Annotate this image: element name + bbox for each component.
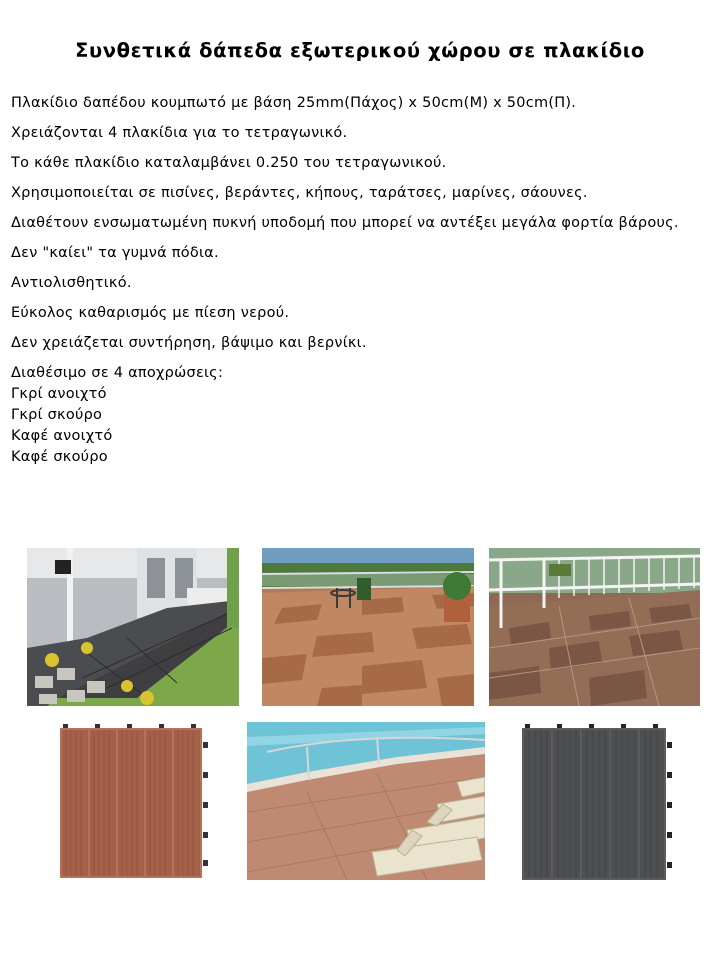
paragraph-heat: Δεν "καίει" τα γυμνά πόδια. <box>11 245 219 261</box>
colors-heading: Διαθέσιμο σε 4 αποχρώσεις: <box>11 365 224 381</box>
color-light-grey: Γκρί ανοιχτό <box>11 386 107 402</box>
paragraph-structure: Διαθέτουν ενσωματωμένη πυκνή υποδομή που μπορεί να αντέξει μεγάλα φορτία βάρους. <box>11 215 679 231</box>
color-dark-brown: Καφέ σκούρο <box>11 449 108 465</box>
paragraph-dimensions: Πλακίδιο δαπέδου κουμπωτό με βάση 25mm(Πάχος) x 50cm(M) x 50cm(Π). <box>11 95 577 111</box>
paragraph-tiles-per-sqm: Χρειάζονται 4 πλακίδια για το τετραγωνικό. <box>11 125 348 141</box>
color-light-brown: Καφέ ανοιχτό <box>11 428 113 444</box>
photo-grey-tile-product <box>519 722 675 884</box>
paragraph-uses: Χρησιμοποιείται σε πισίνες, βεράντες, κήπους, ταράτσες, μαρίνες, σάουνες. <box>11 185 588 201</box>
paragraph-maintenance: Δεν χρειάζεται συντήρηση, βάψιμο και βερνίκι. <box>11 335 367 351</box>
photo-pool-tiles <box>247 722 485 880</box>
paragraph-cleaning: Εύκολος καθαρισμός με πίεση νερού. <box>11 305 290 321</box>
photo-balcony-tiles <box>489 548 700 706</box>
photo-grey-tiles-garden <box>27 548 239 706</box>
color-availability <box>11 363 711 468</box>
page-title: Συνθετικά δάπεδα εξωτερικού χώρου σε πλακίδιο <box>75 39 645 62</box>
description-block <box>11 93 711 468</box>
color-dark-grey: Γκρί σκούρο <box>11 407 103 423</box>
paragraph-antislip: Αντιολισθητικό. <box>11 275 132 291</box>
photo-terrace-tiles <box>262 548 474 706</box>
paragraph-coverage: Το κάθε πλακίδιο καταλαμβάνει 0.250 του τετραγωνικού. <box>11 155 447 171</box>
photo-brown-tile-product <box>57 722 211 881</box>
